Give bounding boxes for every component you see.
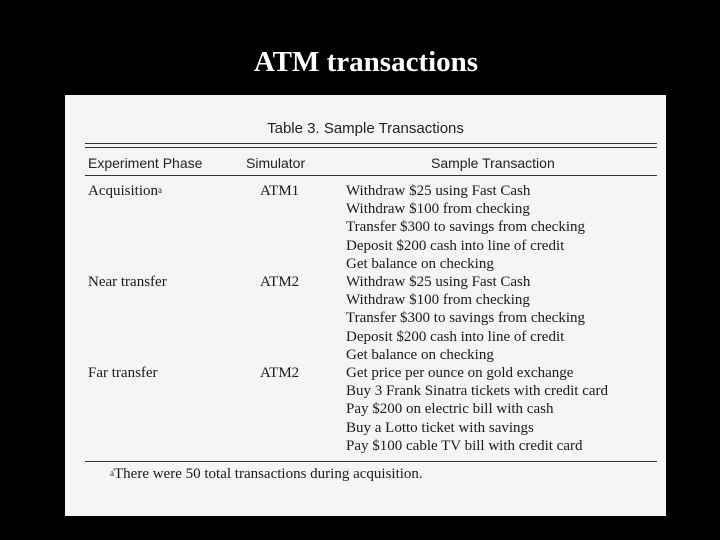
transaction-list <box>346 182 585 273</box>
header-rule <box>85 175 657 176</box>
table-top-rule-secondary <box>85 147 657 148</box>
transaction-item: Transfer $300 to savings from checking <box>346 219 585 236</box>
footnote-marker: a <box>158 185 162 195</box>
transaction-item: Pay $200 on electric bill with cash <box>346 401 554 418</box>
transaction-item: Buy 3 Frank Sinatra tickets with credit card <box>346 383 609 400</box>
transaction-item: Withdraw $25 using Fast Cash <box>346 183 531 199</box>
transaction-list <box>346 273 585 364</box>
table-caption: Table 3. Sample Transactions <box>267 120 464 137</box>
transaction-item: Deposit $200 cash into line of credit <box>346 328 565 345</box>
transaction-item: Get balance on checking <box>346 346 494 363</box>
table-scan-image <box>65 95 666 516</box>
phase-cell <box>88 182 162 200</box>
transaction-item: Buy a Lotto ticket with savings <box>346 419 534 436</box>
simulator-cell: ATM2 <box>260 274 300 290</box>
table-top-rule <box>85 143 657 144</box>
transaction-item: Withdraw $100 from checking <box>346 292 530 309</box>
transaction-list <box>346 364 608 455</box>
transaction-item: Withdraw $100 from checking <box>346 201 530 218</box>
transaction-item: Transfer $300 to savings from checking <box>346 310 585 327</box>
transaction-item: Get price per ounce on gold exchange <box>346 365 574 381</box>
table-bottom-rule <box>85 461 657 462</box>
transaction-item: Pay $100 cable TV bill with credit card <box>346 437 583 454</box>
header-experiment-phase: Experiment Phase <box>88 155 203 171</box>
simulator-cell: ATM2 <box>260 365 300 381</box>
phase-label: Near transfer <box>88 274 167 290</box>
transaction-item: Deposit $200 cash into line of credit <box>346 237 565 254</box>
transaction-item: Get balance on checking <box>346 255 494 272</box>
phase-label: Far transfer <box>88 365 158 381</box>
footnote-text: There were 50 total transactions during acquisition. <box>114 466 423 482</box>
phase-cell <box>88 273 167 291</box>
transaction-item: Withdraw $25 using Fast Cash <box>346 274 531 290</box>
header-simulator: Simulator <box>246 155 306 171</box>
table-footnote <box>110 465 423 483</box>
phase-label: Acquisition <box>88 183 158 199</box>
slide-title: ATM transactions <box>253 46 479 78</box>
footnote-marker: a <box>110 468 114 478</box>
phase-cell <box>88 364 158 382</box>
simulator-cell: ATM1 <box>260 183 300 199</box>
header-sample-transaction: Sample Transaction <box>431 155 555 171</box>
